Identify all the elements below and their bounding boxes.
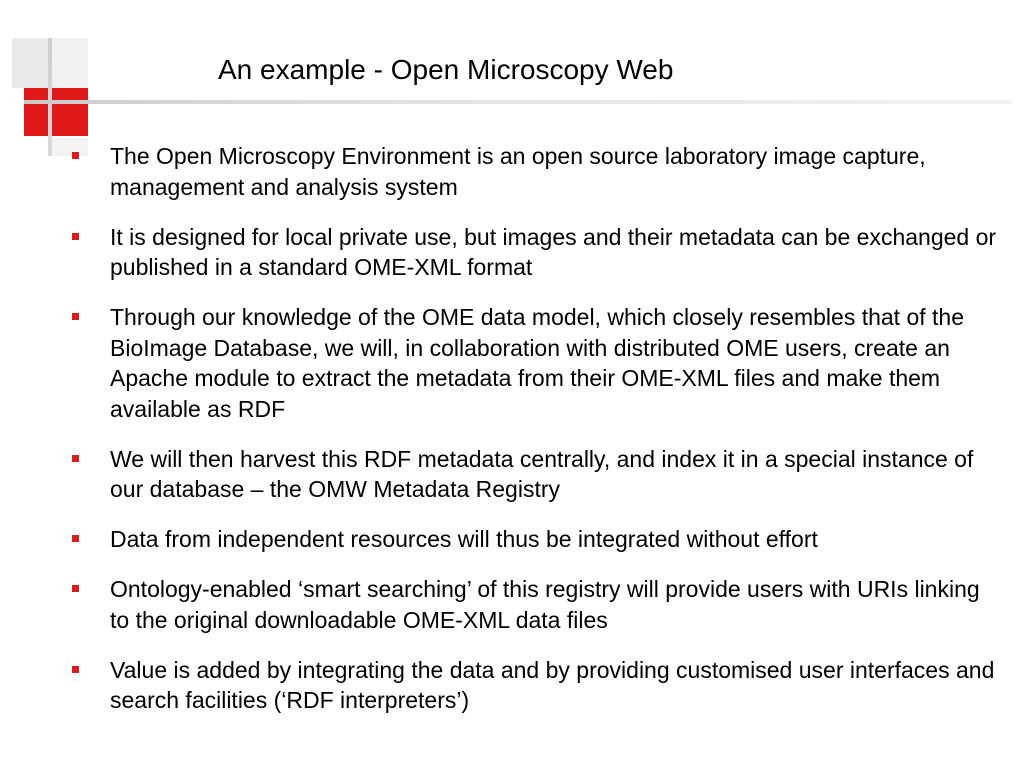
logo-square-red <box>24 88 48 136</box>
logo-square-gray <box>52 38 88 88</box>
bullet-item <box>70 444 1000 505</box>
bullet-text: It is designed for local private use, but images and their metadata can be exchanged or published in a standard OME-XML format <box>110 223 997 280</box>
logo-square-red <box>52 88 88 136</box>
bullet-text: Through our knowledge of the OME data model, which closely resembles that of the BioImage Database, we will, in collaboration with distributed OME users, create an Apache module to extract the metadata from their OME-XML files and make them available as RDF <box>110 304 965 422</box>
bullet-item <box>70 574 1000 635</box>
bullet-list <box>70 141 1000 735</box>
title-divider <box>24 100 1012 104</box>
bullet-item <box>70 524 1000 555</box>
bullet-text: The Open Microscopy Environment is an open source laboratory image capture, management and analysis system <box>110 143 926 200</box>
square-bullet-icon <box>72 666 79 673</box>
template-logo-squares <box>0 0 120 160</box>
logo-square-gray <box>12 38 48 88</box>
bullet-text: Ontology-enabled ‘smart searching’ of this registry will provide users with URIs linking to the original downloadable OME-XML data files <box>110 576 980 633</box>
bullet-text: We will then harvest this RDF metadata centrally, and index it in a special instance of our database – the OMW Metadata Registry <box>110 445 974 502</box>
slide-title: An example - Open Microscopy Web <box>218 54 674 85</box>
bullet-text: Value is added by integrating the data and by providing customised user interfaces and search facilities (‘RDF interpreters’) <box>110 656 995 713</box>
square-bullet-icon <box>72 455 79 462</box>
logo-vertical-rule <box>48 38 52 156</box>
bullet-item <box>70 222 1000 283</box>
bullet-text: Data from independent resources will thus be integrated without effort <box>110 526 818 552</box>
square-bullet-icon <box>72 585 79 592</box>
square-bullet-icon <box>72 233 79 240</box>
bullet-item <box>70 655 1000 716</box>
bullet-item <box>70 302 1000 424</box>
square-bullet-icon <box>72 313 79 320</box>
bullet-item <box>70 141 1000 202</box>
square-bullet-icon <box>72 535 79 542</box>
square-bullet-icon <box>72 152 79 159</box>
